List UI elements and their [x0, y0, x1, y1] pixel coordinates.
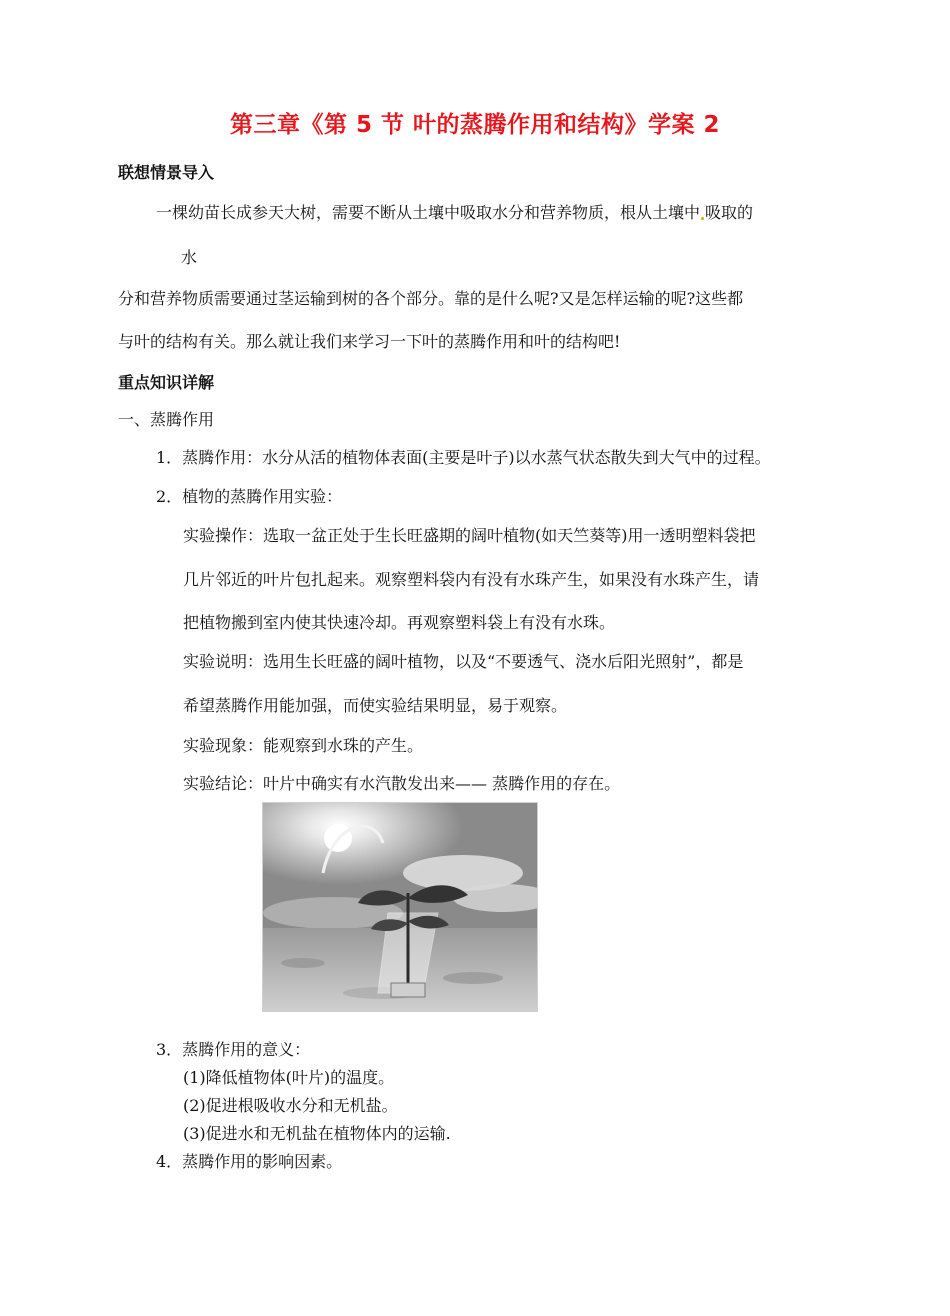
page-title: 第三章《第 5 节 叶的蒸腾作用和结构》学案 2	[229, 112, 721, 138]
item-1-definition: 1．蒸腾作用：水分从活的植物体表面(主要是叶子)以水蒸气状态散失到大气中的过程。	[156, 448, 771, 467]
experiment-photo-illustration	[263, 803, 537, 1011]
experiment-explanation-line-1: 实验说明：选用生长旺盛的阔叶植物，以及“不要透气、浇水后阳光照射”，都是	[183, 652, 744, 671]
section-heading-key-points: 重点知识详解	[118, 373, 215, 392]
transpiration-experiment-photo	[262, 802, 538, 1012]
experiment-explanation-line-2: 希望蒸腾作用能加强，而使实验结果明显，易于观察。	[183, 696, 568, 715]
item-3-significance: 3．蒸腾作用的意义：	[156, 1040, 311, 1059]
significance-point-1: (1)降低植物体(叶片)的温度。	[183, 1068, 395, 1087]
intro-paragraph-line-4: 与叶的结构有关。那么就让我们来学习一下叶的蒸腾作用和叶的结构吧!	[118, 332, 621, 351]
experiment-phenomenon: 实验现象：能观察到水珠的产生。	[183, 736, 424, 755]
item-2-experiment: 2．植物的蒸腾作用实验：	[156, 487, 343, 506]
intro-text-1b: 吸取的	[705, 203, 754, 222]
experiment-operation-line-3: 把植物搬到室内使其快速冷却。再观察塑料袋上有没有水珠。	[183, 613, 616, 632]
experiment-conclusion: 实验结论：叶片中确实有水汽散发出来—— 蒸腾作用的存在。	[183, 774, 621, 793]
item-4-factors: 4．蒸腾作用的影响因素。	[156, 1152, 343, 1171]
intro-text-1a: 一棵幼苗长成参天大树，需要不断从土壤中吸取水分和营养物质，根从土壤中	[156, 203, 701, 222]
experiment-operation-line-1: 实验操作：选取一盆正处于生长旺盛期的阔叶植物(如天竺葵等)用一透明塑料袋把	[183, 526, 756, 545]
intro-paragraph-line-3: 分和营养物质需要通过茎运输到树的各个部分。靠的是什么呢?又是怎样运输的呢?这些都	[118, 289, 744, 308]
intro-paragraph-line-1	[156, 203, 753, 223]
section-heading-intro: 联想情景导入	[118, 163, 215, 182]
significance-point-2: (2)促进根吸收水分和无机盐。	[183, 1096, 398, 1115]
significance-point-3: (3)促进水和无机盐在植物体内的运输.	[183, 1124, 451, 1143]
intro-paragraph-line-2: 水	[181, 248, 198, 267]
ink-dot-mark	[701, 217, 704, 220]
experiment-operation-line-2: 几片邻近的叶片包扎起来。观察塑料袋内有没有水珠产生，如果没有水珠产生，请	[183, 570, 760, 589]
subsection-transpiration: 一、蒸腾作用	[118, 410, 215, 429]
